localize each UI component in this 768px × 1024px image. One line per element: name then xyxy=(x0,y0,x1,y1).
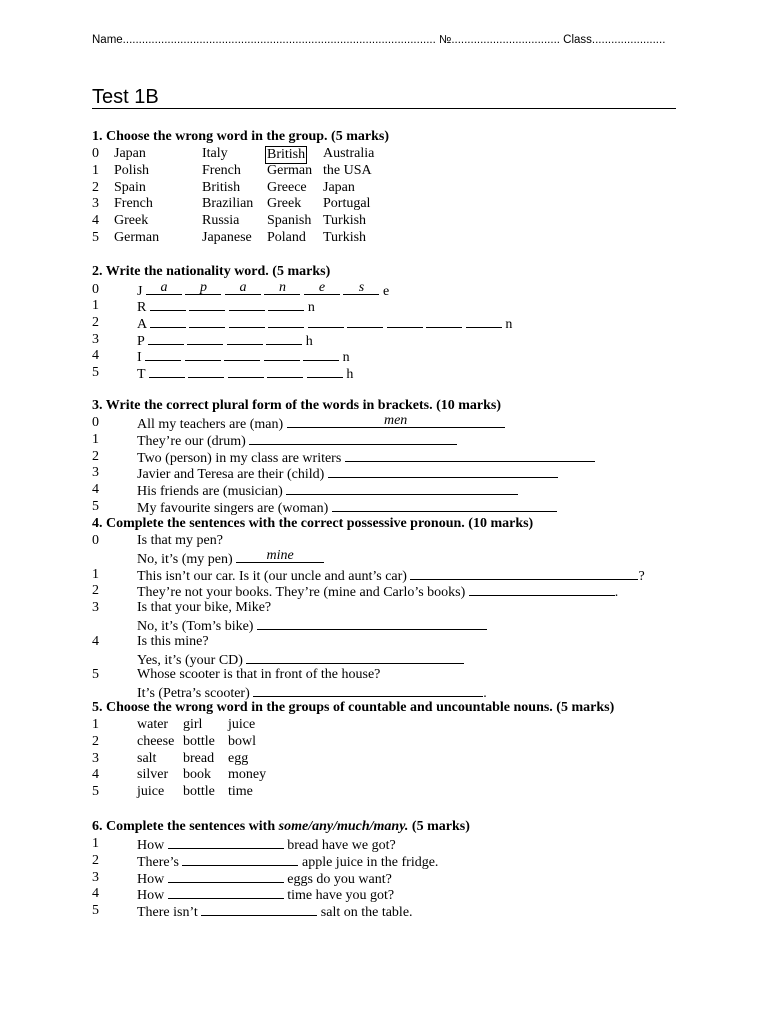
question-number: 4 xyxy=(92,482,99,498)
section-1-heading: 1. Choose the wrong word in the group. (5 marks) xyxy=(92,129,389,144)
sentence xyxy=(137,836,396,854)
letter-blank xyxy=(150,315,186,328)
group-word: the USA xyxy=(323,162,372,178)
group-word: German xyxy=(267,162,313,178)
group-word: salt xyxy=(137,750,157,766)
letter-blank xyxy=(146,282,182,295)
answer-blank xyxy=(332,499,557,512)
answer-blank xyxy=(345,449,595,462)
letter-blank xyxy=(268,315,304,328)
last-letter: n xyxy=(505,316,513,332)
question-number: 1 xyxy=(92,717,99,732)
question-number: 5 xyxy=(92,903,99,919)
first-letter: A xyxy=(137,316,147,332)
sentence xyxy=(137,415,505,433)
sentence-text: All my teachers are (man) xyxy=(137,417,284,432)
letter-blank xyxy=(267,365,303,378)
question-number: 2 xyxy=(92,314,99,330)
question-number: 4 xyxy=(92,633,99,649)
section-2-heading: 2. Write the nationality word. (5 marks) xyxy=(92,264,331,279)
first-letter: T xyxy=(137,367,146,383)
group-word: Turkish xyxy=(323,213,367,229)
answer-blank xyxy=(168,870,284,883)
letter-blank xyxy=(347,315,383,328)
answer-blank xyxy=(249,432,457,445)
group-word: Turkish xyxy=(323,230,367,245)
word-line xyxy=(137,332,313,350)
sentence-text: Is this mine? xyxy=(137,633,209,649)
answer-blank xyxy=(287,415,505,428)
question-number: 2 xyxy=(92,179,99,195)
answer-blank xyxy=(182,853,298,866)
sample-answer: men xyxy=(383,413,408,428)
word-line xyxy=(137,365,353,383)
group-word: book xyxy=(183,767,211,783)
sentence-text: Is that your bike, Mike? xyxy=(137,600,272,616)
group-word: Brazilian xyxy=(202,196,254,212)
answer-blank xyxy=(328,465,558,478)
sentence-text: Javier and Teresa are their (child) xyxy=(137,467,325,483)
sentence xyxy=(137,449,595,467)
sentence-end: bread have we got? xyxy=(287,838,396,853)
answer-blank xyxy=(168,886,284,899)
sentence xyxy=(137,667,380,683)
letter-blank xyxy=(145,348,181,361)
group-word: Japanese xyxy=(202,230,252,245)
group-word: bowl xyxy=(228,733,256,749)
letter-blank xyxy=(268,298,304,311)
letter-blank xyxy=(304,282,340,295)
question-number: 1 xyxy=(92,162,99,178)
question-number: 3 xyxy=(92,196,99,212)
sentence xyxy=(137,853,438,871)
letter-blank xyxy=(229,315,265,328)
group-word: juice xyxy=(137,784,165,800)
sentence-end: eggs do you want? xyxy=(287,871,392,887)
letter-blank xyxy=(225,282,261,295)
group-word: water xyxy=(137,717,169,732)
question-number: 2 xyxy=(92,448,99,464)
sentence xyxy=(137,547,324,568)
question-number: 5 xyxy=(92,365,99,381)
group-word: Spain xyxy=(114,179,146,195)
section-4-heading: 4. Complete the sentences with the correct possessive pronoun. (10 marks) xyxy=(92,516,534,531)
question-number: 5 xyxy=(92,230,99,245)
question-number: 2 xyxy=(92,583,99,599)
first-letter: P xyxy=(137,333,145,349)
letter-blank xyxy=(466,315,502,328)
page-title: Test 1B xyxy=(92,86,159,108)
sample-answer: p xyxy=(199,280,207,295)
answer-blank xyxy=(201,903,317,916)
sample-answer: a xyxy=(160,280,168,295)
group-word: cheese xyxy=(137,733,175,749)
sentence xyxy=(137,583,618,601)
sentence-text: This isn’t our car. Is it (our uncle and aunt’s car) xyxy=(137,568,407,584)
sentence-text: They’re our (drum) xyxy=(137,433,246,449)
group-word: German xyxy=(114,230,160,245)
section-5-heading: 5. Choose the wrong word in the groups of countable and uncountable nouns. (5 marks) xyxy=(92,700,615,715)
group-word: Portugal xyxy=(323,196,371,212)
letter-blank xyxy=(148,332,184,345)
letter-blank xyxy=(264,348,300,361)
sentence-start: How xyxy=(137,871,165,887)
letter-blank xyxy=(308,315,344,328)
group-word: Russia xyxy=(202,213,240,229)
question-number: 3 xyxy=(92,331,99,347)
sentence-start: How xyxy=(137,838,165,853)
sentence xyxy=(137,567,645,585)
sentence-text: No, it’s (Tom’s bike) xyxy=(137,619,254,634)
section-6-heading-marks: (5 marks) xyxy=(408,819,470,834)
question-number: 3 xyxy=(92,465,99,481)
group-word: girl xyxy=(183,717,203,732)
sentence-text: Whose scooter is that in front of the house? xyxy=(137,667,381,683)
sentence-text: His friends are (musician) xyxy=(137,484,283,500)
group-word: French xyxy=(202,162,241,178)
answer-blank xyxy=(286,482,518,495)
letter-blank xyxy=(150,298,186,311)
question-number: 1 xyxy=(92,566,99,582)
sentence-text: No, it’s (my pen) xyxy=(137,551,233,567)
letter-blank xyxy=(266,332,302,345)
group-word: Greek xyxy=(267,196,302,212)
group-word: silver xyxy=(137,767,169,783)
question-number: 5 xyxy=(92,499,99,514)
question-number: 4 xyxy=(92,213,99,229)
sentence-text: Is that my pen? xyxy=(137,533,223,548)
question-number: 1 xyxy=(92,836,99,851)
answer-blank xyxy=(257,617,487,630)
group-word: time xyxy=(228,784,253,800)
last-letter: h xyxy=(346,367,354,383)
letter-blank xyxy=(188,365,224,378)
sentence xyxy=(137,499,557,517)
letter-blank xyxy=(224,348,260,361)
question-number: 0 xyxy=(92,415,99,430)
letter-blank xyxy=(229,298,265,311)
sample-answer: s xyxy=(358,280,365,295)
sample-answer: mine xyxy=(266,547,294,563)
section-6-heading xyxy=(92,819,470,835)
sample-answer: e xyxy=(318,280,326,295)
sentence xyxy=(137,651,464,669)
answer-blank xyxy=(236,547,324,563)
word-line xyxy=(137,348,350,366)
word-line xyxy=(137,298,315,316)
answer-blank xyxy=(246,651,464,664)
sentence-text: My favourite singers are (woman) xyxy=(137,501,329,516)
first-letter: R xyxy=(137,300,147,315)
letter-blank xyxy=(387,315,423,328)
sentence xyxy=(137,600,271,616)
sentence xyxy=(137,870,392,888)
answer-blank xyxy=(410,567,638,580)
circled-example-word: British xyxy=(267,147,306,162)
end-punctuation: ? xyxy=(638,568,645,584)
first-letter: I xyxy=(137,350,142,366)
sentence-start: There’s xyxy=(137,854,179,870)
sentence xyxy=(137,903,413,921)
sentence-end: apple juice in the fridge. xyxy=(301,854,439,870)
sentence-end: salt on the table. xyxy=(320,905,413,921)
section-6-heading-emphasis: some/any/much/many. xyxy=(278,819,409,834)
sentence xyxy=(137,617,487,635)
sentence xyxy=(137,634,209,650)
sentence xyxy=(137,886,394,904)
sentence-text: Two (person) in my class are writers xyxy=(137,450,342,466)
group-word: Greece xyxy=(267,179,307,195)
group-word: Polish xyxy=(114,162,150,178)
question-number: 5 xyxy=(92,667,99,683)
letter-blank xyxy=(228,365,264,378)
question-number: 4 xyxy=(92,886,99,902)
group-word: Spanish xyxy=(267,213,312,229)
letter-blank xyxy=(185,282,221,295)
question-number: 0 xyxy=(92,282,99,297)
question-number: 1 xyxy=(92,431,99,447)
letter-blank xyxy=(264,282,300,295)
group-word: Greek xyxy=(114,213,149,229)
sample-answer: n xyxy=(278,280,286,295)
last-letter: h xyxy=(305,333,313,349)
group-word: bread xyxy=(183,750,215,766)
last-letter: e xyxy=(382,284,390,299)
letter-blank xyxy=(189,315,225,328)
section-3-heading: 3. Write the correct plural form of the words in brackets. (10 marks) xyxy=(92,398,502,413)
question-number: 5 xyxy=(92,784,99,800)
sentence-text: Yes, it’s (your CD) xyxy=(137,652,243,668)
sentence-text: They’re not your books. They’re (mine and Carlo’s books) xyxy=(137,585,466,601)
sentence-text: It’s (Petra’s scooter) xyxy=(137,686,250,702)
group-word: bottle xyxy=(183,733,215,749)
question-number: 2 xyxy=(92,733,99,749)
sentence xyxy=(137,465,558,483)
group-word: Australia xyxy=(323,146,375,161)
letter-blank xyxy=(227,332,263,345)
question-number: 3 xyxy=(92,869,99,885)
group-word: Italy xyxy=(202,146,228,161)
answer-blank xyxy=(253,684,483,697)
end-punctuation: . xyxy=(614,585,619,601)
sentence xyxy=(137,533,223,549)
first-letter: J xyxy=(137,284,143,299)
sentence xyxy=(137,482,518,500)
name-number-class-line: Name.................................................................................................. №.................................. Class....................... xyxy=(92,34,666,46)
answer-blank xyxy=(469,583,615,596)
letter-blank xyxy=(187,332,223,345)
sentence xyxy=(137,432,457,450)
group-word: Japan xyxy=(323,179,355,195)
letter-blank xyxy=(343,282,379,295)
group-word: egg xyxy=(228,750,249,766)
letter-blank xyxy=(307,365,343,378)
question-number: 4 xyxy=(92,348,99,364)
question-number: 0 xyxy=(92,533,99,548)
section-6-heading-text: 6. Complete the sentences with xyxy=(92,819,279,834)
sample-answer: a xyxy=(239,280,247,295)
question-number: 2 xyxy=(92,852,99,868)
question-number: 1 xyxy=(92,298,99,313)
last-letter: n xyxy=(307,300,315,315)
question-number: 3 xyxy=(92,600,99,616)
sentence-start: There isn’t xyxy=(137,905,198,921)
end-punctuation: . xyxy=(483,686,487,702)
sentence-start: How xyxy=(137,888,165,904)
letter-blank xyxy=(185,348,221,361)
letter-blank xyxy=(303,348,339,361)
group-word: juice xyxy=(228,717,256,732)
question-number: 3 xyxy=(92,750,99,766)
example-letters xyxy=(146,280,383,299)
question-number: 0 xyxy=(92,146,99,161)
group-word: bottle xyxy=(183,784,215,800)
group-word: British xyxy=(202,179,241,195)
answer-blank xyxy=(168,836,284,849)
group-word: French xyxy=(114,196,153,212)
question-number: 4 xyxy=(92,767,99,783)
group-word: money xyxy=(228,767,267,783)
letter-blank xyxy=(189,298,225,311)
last-letter: n xyxy=(342,350,350,366)
title-underline xyxy=(92,108,676,109)
word-line xyxy=(137,315,512,333)
letter-blank xyxy=(149,365,185,378)
group-word: Poland xyxy=(267,230,306,245)
group-word: Japan xyxy=(114,146,146,161)
letter-blank xyxy=(426,315,462,328)
sentence-end: time have you got? xyxy=(287,888,395,904)
